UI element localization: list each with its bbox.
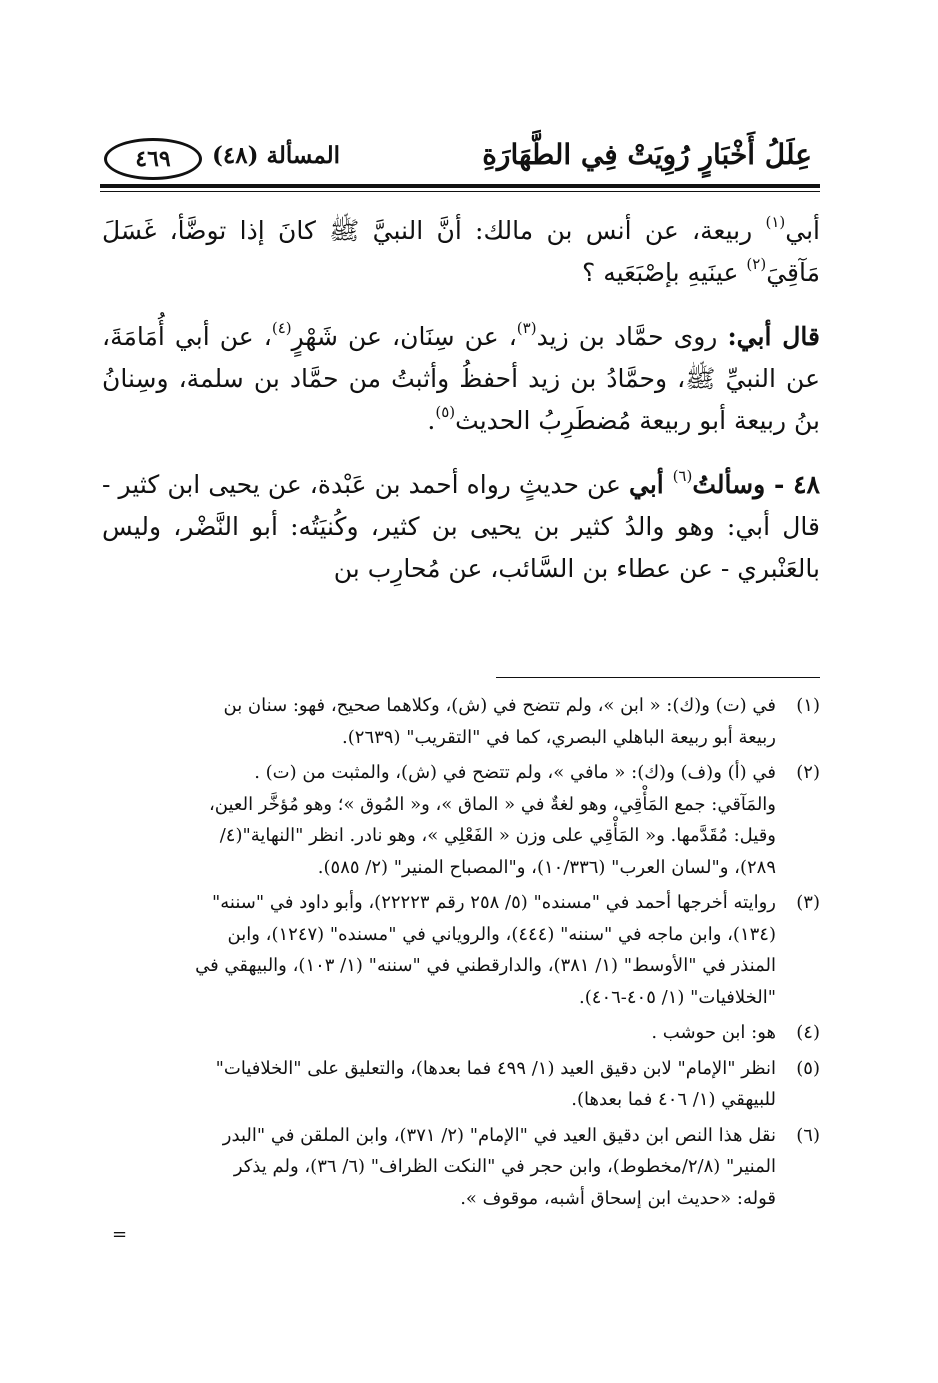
speaker-label: قال أبي: <box>727 322 821 351</box>
footnote-ref: (٢) <box>746 255 767 273</box>
footnote-6 <box>102 1120 820 1215</box>
text-run: أبي <box>785 216 820 245</box>
footnote-1 <box>102 690 820 753</box>
footnote-ref: (٦) <box>672 467 693 485</box>
paragraph-3 <box>102 464 820 590</box>
footnote-line: روايته أخرجها أحمد في "مسنده" (٥/ ٢٥٨ رقم ٢٢٢٢٣)، وأبو داود في "سننه" <box>211 892 776 913</box>
footnote-line: المنير" (٢/٨/مخطوط)، وابن حجر في "النكت الظراف" (٦/ ٣٦)، ولم يذكر <box>233 1156 776 1177</box>
footnote-ref: (٤) <box>271 319 292 337</box>
footnote-2 <box>102 757 820 883</box>
question-label: ٤٨ - وسألتُ <box>692 470 820 499</box>
footnote-line: في (أ) و(ف) و(ك): « مافي »، ولم تتضح في (ش)، والمثبت من (ت) . <box>254 762 776 783</box>
footnote-number: (٢) <box>796 762 820 783</box>
footnote-line: هو: ابن حوشب . <box>651 1022 776 1043</box>
footnote-separator <box>496 677 820 678</box>
footnote-ref: (١) <box>765 213 786 231</box>
continuation-mark: = <box>112 1224 128 1245</box>
footnote-line: انظر "الإمام" لابن دقيق العيد (١/ ٤٩٩ فما بعدها)، والتعليق على "الخلافيات" <box>215 1057 776 1079</box>
footnote-line: للبيهقي (١/ ٤٠٦ فما بعدها). <box>571 1089 776 1110</box>
footnote-line: قوله: «حديث ابن إسحاق أشبه، موقوف ». <box>460 1187 776 1209</box>
header-rule-thin <box>100 191 820 192</box>
text-run: ربيعة، عن أنس بن مالك: أنَّ النبيَّ ﷺ كانَ إذا توضَّأ، غَسَلَ مَآقِيَ <box>102 216 820 287</box>
main-text <box>102 210 820 612</box>
footnote-line: نقل هذا النص ابن دقيق العيد في "الإمام" (٢/ ٣٧١)، وابن الملقن في "البدر <box>222 1124 776 1146</box>
footnote-line: وقيل: مُقَدَّمها. و« المَأْقِي على وزن « الفَعْلِي »، وهو نادر. انظر "النهاية"(٤/ <box>219 825 776 846</box>
paragraph-2 <box>102 316 820 442</box>
footnote-ref: (٣) <box>516 319 537 337</box>
footnote-line: المنذر في "الأوسط" (١/ ٣٨١)، والدارقطني في "سننه" (١/ ١٠٣)، والبيهقي في <box>195 955 776 976</box>
footnote-number: (٣) <box>796 892 820 913</box>
footnotes <box>102 690 820 1218</box>
footnote-number: (١) <box>796 695 820 716</box>
footnote-number: (٤) <box>796 1022 820 1043</box>
text-run: عن حديثٍ رواه أحمد بن عَبْدة، عن يحيى ابن كثير - قال أبي: وهو والدُ كثير بن يحيى بن كثير، وكُنيَتُه: أبو النَّضْر، وليس بالعَنْبري - عن عطاء بن السَّائب، عن مُحارِب بن <box>102 470 820 583</box>
text-run: . <box>427 406 436 435</box>
text-run: ، عن سِنَان، عن شَهْرٍ <box>291 322 517 351</box>
footnote-4 <box>102 1017 820 1049</box>
footnote-line: "الخلافيات" (١/ ٤٠٥-٤٠٦). <box>579 986 776 1008</box>
paragraph-1 <box>102 210 820 294</box>
header-rule-thick <box>100 184 820 188</box>
book-title: عِلَلُ أَخْبَارٍ رُوِيَتْ فِي الطَّهَارَةِ <box>482 138 812 171</box>
page-number-oval <box>104 138 202 180</box>
text-run: عينَيهِ بإصْبَعَيه ؟ <box>582 258 747 287</box>
footnote-ref: (٥) <box>435 403 456 421</box>
footnote-line: ٢٨٩)، و"لسان العرب" (١٠/٣٣٦)، و"المصباح المنير" (٢/ ٥٨٥). <box>317 856 776 878</box>
footnote-line: في (ت) و(ك): « ابن »، ولم تتضح في (ش)، وكلاهما صحيح، فهو: سنان بن <box>223 695 776 716</box>
text-run: ، عن أبي أُمَامَةَ، عن النبيِّ ﷺ، وحمَّادُ بن زيد أحفظُ وأثبتُ من حمَّاد بن سلمة، وسِنانُ بنُ ربيعة أبو ربيعة مُضطَرِبُ الحديث <box>102 322 820 435</box>
running-header <box>100 138 820 186</box>
footnote-number: (٥) <box>796 1057 820 1079</box>
page-number: ٤٦٩ <box>135 146 171 172</box>
footnote-3 <box>102 887 820 1013</box>
footnote-5 <box>102 1053 820 1116</box>
footnote-line: (١٣٤)، وابن ماجه في "سننه" (٤٤٤)، والروياني في "مسنده" (١٢٤٧)، وابن <box>227 923 776 945</box>
question-label-2: أبي <box>629 470 673 499</box>
footnote-number: (٦) <box>796 1124 820 1146</box>
text-run: روى حمَّاد بن زيد <box>536 322 728 351</box>
footnote-line: والمَآقي: جمع المَأْقِي، وهو لغةٌ في « الماق »، و« المُوق »؛ وهو مُؤخَّر العين، <box>208 793 776 815</box>
footnote-line: ربيعة أبو ربيعة الباهلي البصري، كما في "التقريب" (٢٦٣٩). <box>342 726 776 748</box>
issue-label: المسألة (٤٨) <box>212 142 341 169</box>
